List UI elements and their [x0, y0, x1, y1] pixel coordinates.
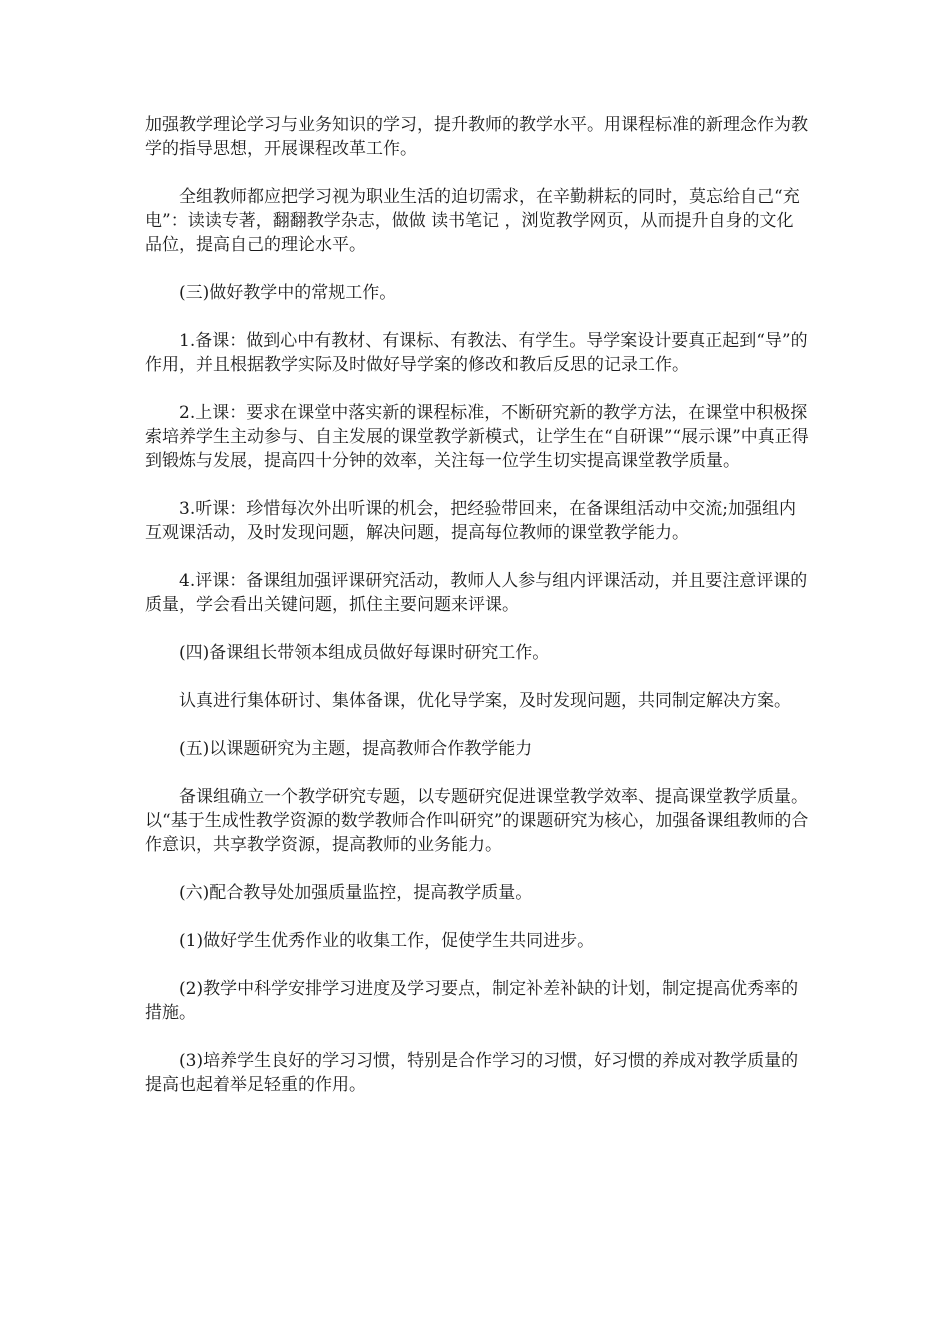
list-item-1: (1)做好学生优秀作业的收集工作，促使学生共同进步。	[179, 931, 595, 951]
paragraph-lesson-prep: 1.备课：做到心中有教材、有课标、有教法、有学生。导学案设计要真正起到“导”的作用，并且根据教学实际及时做好导学案的修改和教后反思的记录工作。	[145, 331, 808, 375]
section-heading-5: (五)以课题研究为主题，提高教师合作教学能力	[179, 739, 533, 759]
paragraph-teaching: 2.上课：要求在课堂中落实新的课程标准，不断研究新的教学方法，在课堂中积极探索培养学生主动参与、自主发展的课堂教学新模式，让学生在“自研课”“展示课”中真正得到锻炼与发展，提高四十分钟的效率，关注每一位学生切实提高课堂教学质量。	[145, 403, 809, 471]
paragraph-collective-prep: 认真进行集体研讨、集体备课，优化导学案，及时发现问题，共同制定解决方案。	[179, 691, 791, 711]
section-heading-4: (四)备课组长带领本组成员做好每课时研究工作。	[179, 643, 550, 663]
paragraph-research-topic: 备课组确立一个教学研究专题，以专题研究促进课堂教学效率、提高课堂教学质量。以“基于生成性教学资源的数学教师合作叫研究”的课题研究为核心，加强备课组教师的合作意识，共享教学资源，提高教师的业务能力。	[145, 787, 809, 855]
list-item-3: (3)培养学生良好的学习习惯，特别是合作学习的习惯，好习惯的养成对教学质量的提高也起着举足轻重的作用。	[145, 1051, 799, 1095]
section-heading-3: (三)做好教学中的常规工作。	[179, 283, 397, 303]
list-item-2: (2)教学中科学安排学习进度及学习要点，制定补差补缺的计划，制定提高优秀率的措施。	[145, 979, 799, 1023]
paragraph-theory-study: 加强教学理论学习与业务知识的学习，提升教师的教学水平。用课程标准的新理念作为教学的指导思想，开展课程改革工作。	[145, 115, 808, 159]
document-page	[145, 113, 810, 1121]
paragraph-self-charging: 全组教师都应把学习视为职业生活的迫切需求，在辛勤耕耘的同时，莫忘给自己“充电”：读读专著，翻翻教学杂志，做做 读书笔记 ，浏览教学网页，从而提升自身的文化品位，提高自己的理论水平。	[145, 187, 800, 255]
paragraph-observation: 3.听课：珍惜每次外出听课的机会，把经验带回来，在备课组活动中交流;加强组内互观课活动，及时发现问题，解决问题，提高每位教师的课堂教学能力。	[145, 499, 796, 543]
section-heading-6: (六)配合教导处加强质量监控，提高教学质量。	[179, 883, 533, 903]
paragraph-evaluation: 4.评课：备课组加强评课研究活动，教师人人参与组内评课活动，并且要注意评课的质量，学会看出关键问题，抓住主要问题来评课。	[145, 571, 808, 615]
